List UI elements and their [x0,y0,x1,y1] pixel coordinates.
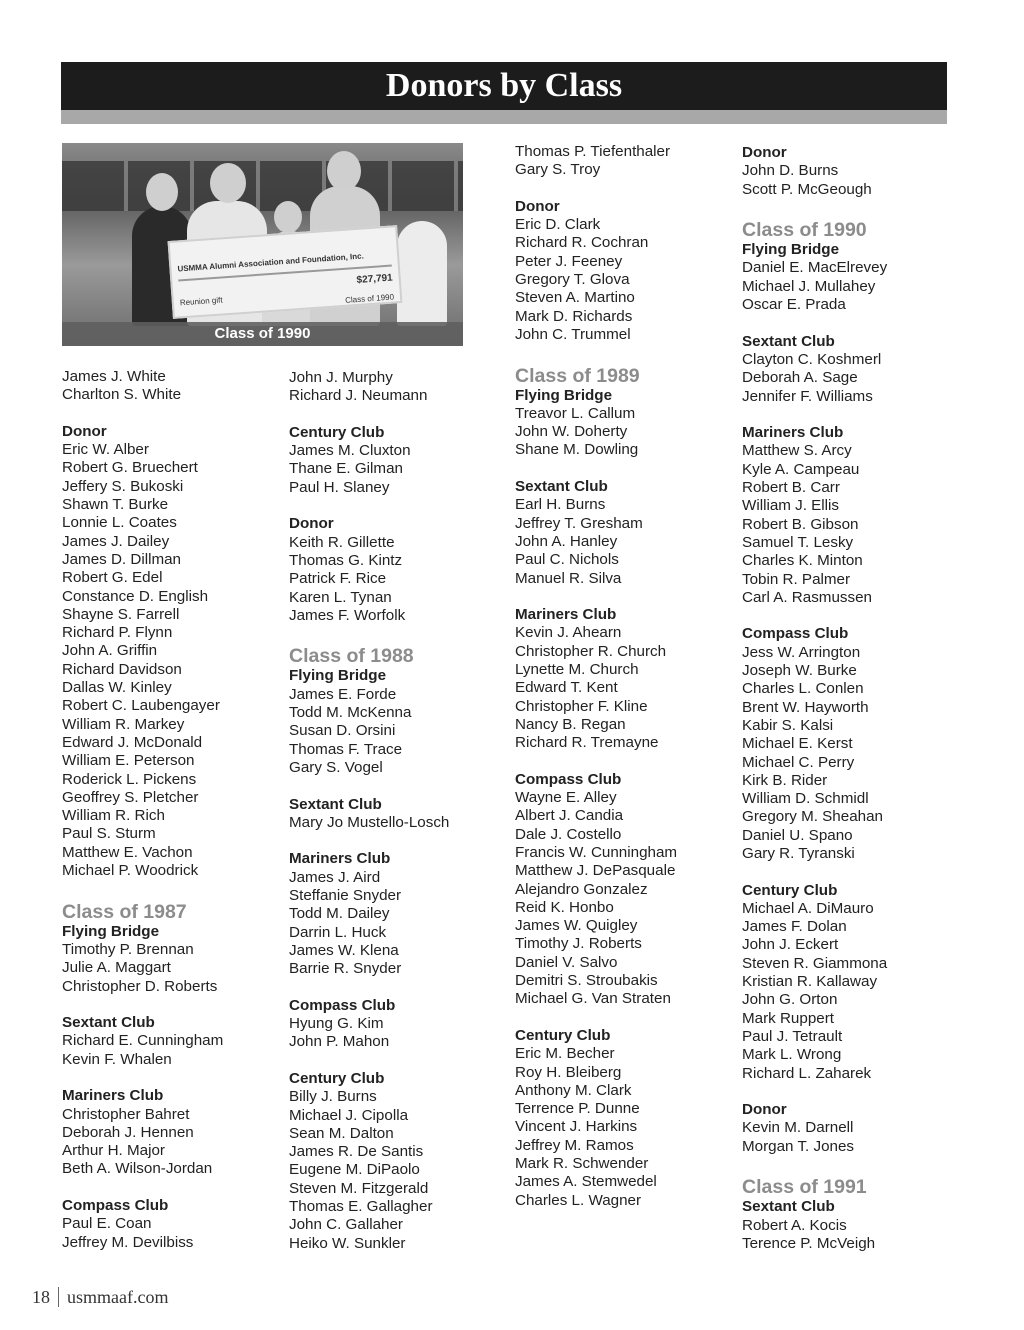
section-spacer [515,753,730,771]
giving-level-heading: Century Club [289,1069,385,1087]
donor-name: Robert B. Carr [742,479,840,497]
donor-name: Richard E. Cunningham [62,1032,224,1050]
donor-name: James W. Klena [289,941,399,959]
giving-level-heading: Flying Bridge [742,241,840,259]
donor-name: James F. Worfolk [289,606,406,624]
section-spacer [289,979,504,997]
donor-name: Todd M. McKenna [289,704,412,722]
donor-name: Richard P. Flynn [62,624,173,642]
donor-name: Eric D. Clark [515,216,601,234]
giving-level-heading: Century Club [742,881,838,899]
donor-name: Michael C. Perry [742,753,855,771]
donor-name: Anthony M. Clark [515,1081,632,1099]
donor-name: Paul J. Tetrault [742,1027,843,1045]
donor-name: Vincent J. Harkins [515,1118,638,1136]
donor-name: Robert C. Laubengayer [62,697,220,715]
donor-name: Kevin M. Darnell [742,1119,854,1137]
page-title: Donors by Class [61,62,947,110]
donor-name: John P. Mahon [289,1033,390,1051]
donor-name: Mark D. Richards [515,307,633,325]
page-footer [32,1287,168,1308]
donor-name: Thane E. Gilman [289,460,403,478]
donor-name: Terrence P. Dunne [515,1100,640,1118]
class-photo [62,143,463,346]
donor-name: John C. Trummel [515,325,631,343]
giving-level-heading: Compass Club [742,625,849,643]
giving-level-heading: Sextant Club [742,1198,835,1216]
donor-name: Treavor L. Callum [515,404,636,422]
donor-name: Sean M. Dalton [289,1124,394,1142]
donor-name: Karen L. Tynan [289,588,392,606]
giving-level-heading: Donor [742,144,787,161]
donor-name: Christopher D. Roberts [62,977,218,995]
donor-name: Arthur H. Major [62,1142,165,1160]
donor-name: James A. Stemwedel [515,1173,657,1191]
donor-name: Gregory M. Sheahan [742,808,883,826]
donor-name: Kabir S. Kalsi [742,716,834,734]
donor-name: Steven R. Giammona [742,954,888,972]
donation-check [168,225,403,319]
photo-person-5 [397,221,447,326]
donor-name: Terence P. McVeigh [742,1234,876,1252]
donor-name: Deborah J. Hennen [62,1123,194,1141]
section-spacer [742,607,957,625]
donor-name: John G. Orton [742,991,838,1009]
donor-name: Mark Ruppert [742,1009,835,1027]
donor-name: Thomas F. Trace [289,740,403,758]
donor-name: Robert G. Edel [62,569,163,587]
section-spacer [742,1083,957,1101]
donor-name: Paul C. Nichols [515,551,619,569]
donor-name: Robert A. Kocis [742,1216,847,1234]
section-spacer [289,1052,504,1070]
donor-name: Charlton S. White [62,386,182,404]
class-year-heading: Class of 1991 [742,1176,867,1199]
section-spacer [742,863,957,881]
section-spacer [62,1179,277,1197]
donor-name: Lynette M. Church [515,661,639,679]
donor-name: John W. Doherty [515,423,628,441]
donor-name: Jeffrey M. Devilbiss [62,1233,194,1251]
section-spacer [742,1156,957,1174]
donor-name: John C. Gallaher [289,1216,403,1234]
photo-head-2 [210,163,246,203]
footer-site: usmmaaf.com [67,1287,169,1307]
giving-level-heading: Sextant Club [742,332,835,350]
section-spacer [515,460,730,478]
donor-name: James E. Forde [289,685,397,703]
donor-name: Kyle A. Campeau [742,460,860,478]
photo-head-4 [327,151,361,191]
donor-name: Alejandro Gonzalez [515,880,648,898]
donor-name: Robert B. Gibson [742,515,859,533]
giving-level-heading: Sextant Club [62,1014,155,1032]
section-spacer [515,1009,730,1027]
donor-name: Thomas E. Gallagher [289,1198,433,1216]
donor-column-1 [62,368,277,1252]
donor-name: Daniel V. Salvo [515,953,618,971]
giving-level-heading: Donor [515,197,560,215]
donor-name: Christopher R. Church [515,642,667,660]
donor-name: Richard R. Tremayne [515,734,659,752]
donor-name: Brent W. Hayworth [742,698,869,716]
donor-name: Barrie R. Snyder [289,960,402,978]
donor-name: Richard L. Zaharek [742,1064,872,1082]
donor-name: Thomas P. Tiefenthaler [515,143,671,160]
giving-level-heading: Mariners Club [742,424,844,442]
donor-name: Thomas G. Kintz [289,551,403,569]
giving-level-heading: Sextant Club [289,795,382,813]
donor-name: John J. Murphy [289,369,393,386]
giving-level-heading: Compass Club [62,1197,169,1215]
donor-name: Dale J. Costello [515,825,622,843]
donor-name: Michael G. Van Straten [515,990,671,1008]
donor-name: Clayton C. Koshmerl [742,350,882,368]
donor-name: Tobin R. Palmer [742,570,851,588]
donor-name: Peter J. Feeney [515,252,623,270]
donor-name: Matthew S. Arcy [742,442,852,460]
donor-name: Gary R. Tyranski [742,844,855,862]
donor-name: Eric M. Becher [515,1045,615,1063]
giving-level-heading: Century Club [515,1026,611,1044]
donor-name: Darrin L. Huck [289,923,387,941]
giving-level-heading: Flying Bridge [62,922,160,940]
giving-level-heading: Mariners Club [62,1087,164,1105]
donor-name: Deborah A. Sage [742,369,858,387]
donor-name: Carl A. Rasmussen [742,588,872,606]
donor-name: Matthew J. DePasquale [515,862,676,880]
giving-level-heading: Donor [289,515,334,533]
giving-level-heading: Compass Club [289,996,396,1014]
donor-name: Albert J. Candia [515,807,624,825]
donor-name: Steven A. Martino [515,289,635,307]
photo-head-1 [146,173,178,211]
donor-name: Earl H. Burns [515,496,606,514]
photo-head-3 [274,201,302,233]
section-spacer [62,405,277,423]
donor-name: Paul E. Coan [62,1215,152,1233]
donor-name: Michael P. Woodrick [62,862,199,880]
donor-name: Michael E. Kerst [742,735,853,753]
donor-name: Charles K. Minton [742,552,863,570]
donor-name: Steffanie Snyder [289,887,402,905]
section-spacer [742,406,957,424]
donor-name: Kevin F. Whalen [62,1050,172,1068]
donor-name: Oscar E. Prada [742,296,846,314]
donor-name: Robert G. Bruechert [62,459,198,477]
photo-caption: Class of 1990 [62,322,463,346]
donor-name: Jeffery S. Bukoski [62,477,184,495]
donor-column-2 [289,369,504,1253]
donor-name: Kevin J. Ahearn [515,624,622,642]
donor-name: Richard Davidson [62,660,182,678]
donor-name: John A. Hanley [515,532,618,550]
class-year-heading: Class of 1989 [515,364,640,387]
giving-level-heading: Century Club [289,423,385,441]
donor-name: Demitri S. Stroubakis [515,972,658,990]
donor-name: Christopher Bahret [62,1105,190,1123]
donor-name: Dallas W. Kinley [62,679,172,697]
donor-name: Francis W. Cunningham [515,843,678,861]
donor-name: James W. Quigley [515,917,638,935]
donor-name: Jeffrey M. Ramos [515,1136,634,1154]
class-year-heading: Class of 1988 [289,645,414,668]
page-number: 18 [32,1287,50,1307]
check-class: Class of 1990 [344,292,395,305]
section-spacer [62,880,277,898]
donor-name: Shayne S. Farrell [62,605,180,623]
donor-name: Susan D. Orsini [289,722,396,740]
giving-level-heading: Flying Bridge [289,667,387,685]
donor-name: Steven M. Fitzgerald [289,1179,429,1197]
donor-name: Todd M. Dailey [289,905,390,923]
donor-name: Wayne E. Alley [515,789,617,807]
giving-level-heading: Sextant Club [515,478,608,496]
donor-name: Charles L. Wagner [515,1191,642,1209]
donor-name: Timothy P. Brennan [62,940,194,958]
donor-name: Matthew E. Vachon [62,843,193,861]
donor-name: Lonnie L. Coates [62,514,177,532]
donor-name: Heiko W. Sunkler [289,1234,406,1252]
donor-name: Joseph W. Burke [742,662,857,680]
donor-name: Jennifer F. Williams [742,387,873,405]
donor-name: Edward J. McDonald [62,733,203,751]
donor-name: Paul H. Slaney [289,478,390,496]
donor-name: James J. Dailey [62,532,170,550]
donor-name: Michael A. DiMauro [742,899,874,917]
section-spacer [515,344,730,362]
donor-name: Roy H. Bleiberg [515,1063,622,1081]
giving-level-heading: Flying Bridge [515,386,613,404]
donor-name: Manuel R. Silva [515,569,622,587]
donor-name: Jeffrey T. Gresham [515,514,643,532]
donor-name: Michael J. Cipolla [289,1106,409,1124]
donor-name: Keith R. Gillette [289,533,395,551]
donor-name: Daniel E. MacElrevey [742,259,888,277]
donor-name: Mary Jo Mustello-Losch [289,813,450,831]
donor-name: Timothy J. Roberts [515,935,642,953]
giving-level-heading: Mariners Club [289,850,391,868]
donor-column-4 [742,144,957,1253]
giving-level-heading: Compass Club [515,770,622,788]
donor-name: Gregory T. Glova [515,271,630,289]
footer-separator [58,1287,59,1307]
donor-name: Shawn T. Burke [62,496,169,514]
donor-name: Samuel T. Lesky [742,533,854,551]
donor-name: Richard R. Cochran [515,234,649,252]
donor-name: James J. White [62,368,166,385]
donor-column-3 [515,143,730,1210]
donor-name: James R. De Santis [289,1143,424,1161]
section-spacer [289,497,504,515]
donor-name: Morgan T. Jones [742,1137,854,1155]
donor-name: William E. Peterson [62,752,195,770]
donor-name: Richard J. Neumann [289,387,428,405]
donor-name: Geoffrey S. Pletcher [62,788,199,806]
donor-name: Michael J. Mullahey [742,277,876,295]
check-amount: $27,791 [356,272,394,287]
donor-name: Julie A. Maggart [62,959,171,977]
donor-name: Patrick F. Rice [289,570,387,588]
donor-name: William R. Rich [62,807,165,825]
photo-background-banners [62,161,463,211]
giving-level-heading: Mariners Club [515,606,617,624]
donor-name: Edward T. Kent [515,679,618,697]
section-spacer [515,180,730,198]
section-spacer [62,1069,277,1087]
donor-name: Reid K. Honbo [515,898,614,916]
section-spacer [289,625,504,643]
check-payee: USMMA Alumni Association and Foundation, Inc. [177,251,365,274]
donor-name: Shane M. Dowling [515,441,639,459]
donor-name: John D. Burns [742,162,839,180]
donor-name: Gary S. Troy [515,161,601,179]
donor-name: Eugene M. DiPaolo [289,1161,420,1179]
donor-name: Roderick L. Pickens [62,770,197,788]
donor-name: James M. Cluxton [289,442,411,460]
donor-name: Paul S. Sturm [62,825,156,843]
donor-name: Nancy B. Regan [515,715,626,733]
donor-name: Mark R. Schwender [515,1155,649,1173]
donor-name: Christopher F. Kline [515,697,648,715]
section-spacer [515,588,730,606]
donor-name: William R. Markey [62,715,185,733]
class-year-heading: Class of 1987 [62,900,187,923]
section-spacer [62,996,277,1014]
donor-name: John A. Griffin [62,642,158,660]
donor-name: Constance D. English [62,587,209,605]
giving-level-heading: Donor [62,422,107,440]
section-spacer [742,314,957,332]
donor-name: William J. Ellis [742,497,840,515]
giving-level-heading: Donor [742,1101,787,1119]
section-spacer [289,777,504,795]
donor-name: John J. Eckert [742,936,839,954]
donor-name: Mark L. Wrong [742,1046,842,1064]
title-underline [61,110,947,124]
donor-name: Billy J. Burns [289,1088,377,1106]
donor-name: Scott P. McGeough [742,180,872,198]
donor-name: Gary S. Vogel [289,758,383,776]
donor-name: James F. Dolan [742,918,847,936]
section-spacer [742,199,957,217]
donor-name: Kirk B. Rider [742,771,828,789]
section-spacer [289,832,504,850]
check-memo: Reunion gift [179,295,223,308]
donor-name: Hyung G. Kim [289,1015,384,1033]
donor-name: James D. Dillman [62,550,181,568]
donor-name: Eric W. Alber [62,441,149,459]
donor-name: Beth A. Wilson-Jordan [62,1160,213,1178]
class-year-heading: Class of 1990 [742,219,867,242]
donor-name: Charles L. Conlen [742,680,864,698]
donor-name: Kristian R. Kallaway [742,973,878,991]
donor-name: William D. Schmidl [742,790,869,808]
donor-name: James J. Aird [289,868,381,886]
section-spacer [289,406,504,424]
donor-name: Daniel U. Spano [742,826,853,844]
donor-name: Jess W. Arrington [742,643,861,661]
